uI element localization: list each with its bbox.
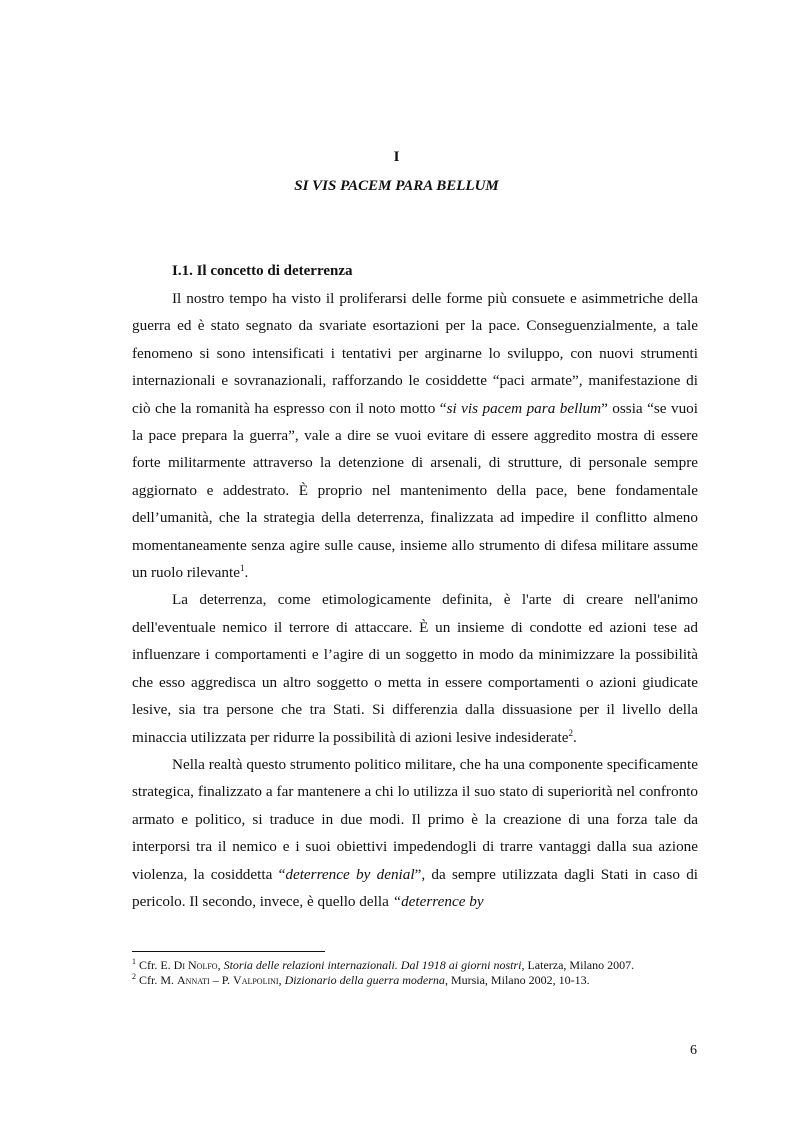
- text-run: ,: [217, 958, 224, 972]
- footnote-ref[interactable]: 2: [568, 727, 573, 738]
- footnote-number: 1: [132, 957, 136, 966]
- paragraph: [132, 586, 698, 750]
- text-run: Cfr. M.: [136, 973, 178, 987]
- text-run: ” ossia “se vuoi la pace prepara la guerra”, vale a dire se vuoi evitare di essere aggredito mostra di essere forte militarmente attraverso la detenzione di arsenali, di strutture, di personale sempre aggiornato e addestrato. È proprio nel mantenimento della pace, bene fondamentale dell’umanità, che la strategia della deterrenza, finalizzata ad impedire il conflitto almeno momentaneamente senza agire sulle cause, insieme allo strumento di difesa militare assume un ruolo rilevante: [132, 399, 698, 582]
- text-run: .: [244, 564, 249, 582]
- text-run: , Mursia, Milano 2002, 10-13.: [444, 973, 590, 987]
- text-run: ,: [278, 973, 285, 987]
- footnote-title: Dizionario della guerra moderna: [284, 973, 445, 987]
- footnote: [132, 973, 712, 988]
- footnote-separator: [132, 951, 325, 952]
- footnote-author: Valpolini: [233, 973, 279, 987]
- italic-phrase: deterrence by denial: [285, 865, 415, 883]
- text-run: Nella realtà questo strumento politico militare, che ha una componente specificamente strategica, finalizzato a far mantenere a chi lo utilizza il suo stato di superiorità nel confronto armato e politico, si traduce in due modi. Il primo è la creazione di una forza tale da interporsi tra il nemico e i suoi obiettivi impedendogli di trarre vantaggi dalla sua azione violenza, la cosiddetta “: [132, 755, 698, 883]
- section-heading: I.1. Il concetto di deterrenza: [172, 263, 353, 279]
- chapter-title: SI VIS PACEM PARA BELLUM: [294, 178, 499, 194]
- footnote-ref[interactable]: 1: [239, 563, 245, 573]
- footnote-author: Di Nolfo: [173, 958, 218, 972]
- footnotes: [132, 958, 712, 988]
- text-run: La deterrenza, come etimologicamente definita, è l'arte di creare nell'animo dell'eventuale nemico il terrore di attaccare. È un insieme di condotte ed azioni tese ad influenzare i comportamenti e l’agire di un soggetto in modo da minimizzare la possibilità che esso aggredisca un altro soggetto o metta in essere comportamenti o azioni giudicate lesive, sia tra persone che tra Stati. Si differenzia dalla dissuasione per il livello della minaccia utilizzata per ridurre la possibilità di azioni lesive indesiderate: [132, 591, 698, 746]
- text-run: Laterza, Milano 2007.: [524, 958, 635, 972]
- italic-phrase: si vis pacem para bellum: [446, 399, 602, 417]
- footnote-author: Annati: [177, 973, 210, 987]
- paragraph: [132, 285, 698, 586]
- text-run: .: [572, 728, 577, 746]
- footnote-title: Storia delle relazioni internazionali. Dal 1918 ai giorni nostri,: [223, 958, 525, 972]
- text-run: Il nostro tempo ha visto il proliferarsi delle forme più consuete e asimmetriche della guerra ed è stato segnato da svariate esortazioni per la pace. Conseguenzialmente, a tale fenomeno si sono intensificati i tentativi per arginarne lo sviluppo, con nuovi strumenti internazionali e sovranazionali, rafforzando le cosiddette “paci armate”, manifestazione di ciò che la romanità ha espresso con il noto motto “: [132, 290, 698, 417]
- paragraph: [132, 751, 698, 915]
- footnote-number: 2: [132, 972, 136, 981]
- body-text: [132, 285, 698, 915]
- text-run: Cfr. E.: [136, 958, 174, 972]
- page-number: 6: [690, 1043, 697, 1058]
- italic-phrase: “deterrence by: [392, 892, 484, 910]
- text-run: ”, da sempre utilizzata dagli Stati in caso di pericolo. Il secondo, invece, è quello della: [132, 865, 699, 910]
- text-run: – P.: [209, 973, 234, 987]
- footnote: [132, 958, 712, 973]
- chapter-number: I: [393, 149, 400, 165]
